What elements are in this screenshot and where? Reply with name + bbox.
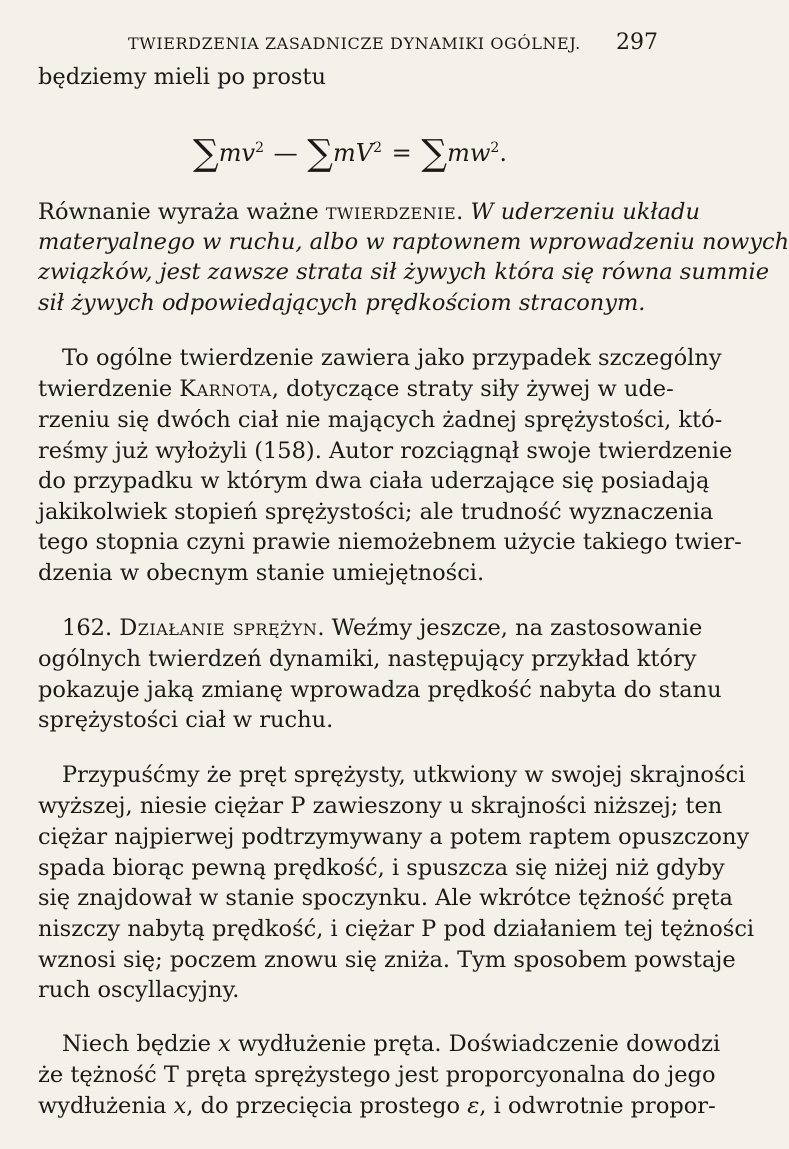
paragraph-line: rzeniu się dwóch ciał nie mających żadnej sprężystości, któ- bbox=[38, 407, 723, 433]
paragraph-line: wyższej, niesie ciężar P zawieszony u skrajności niższej; ten bbox=[38, 793, 723, 819]
paragraph-line: jakikolwiek stopień sprężystości; ale trudność wyznaczenia bbox=[38, 499, 714, 525]
sum-symbol: ∑ bbox=[307, 133, 333, 174]
eq-exponent-1: 2 bbox=[255, 140, 264, 156]
paragraph-line: reśmy już wyłożyli (158). Autor rozciągnął swoje twierdzenie bbox=[38, 438, 733, 464]
theorem-line: związków, jest zawsze strata sił żywych która się równa summie bbox=[38, 259, 770, 285]
paragraph-line: ogólnych twierdzeń dynamiki, następujący przykład który bbox=[38, 646, 697, 672]
paragraph-line: wydłużenia x, do przecięcia prostego ε, i odwrotnie propor- bbox=[38, 1093, 716, 1119]
paragraph-line: pokazuje jaką zmianę wprowadza prędkość nabyta do stanu bbox=[38, 677, 722, 703]
page-number: 297 bbox=[616, 30, 658, 55]
variable-epsilon: ε bbox=[467, 1093, 480, 1119]
theorem-line: materyalnego w ruchu, albo w raptownem wprowadzeniu nowych bbox=[38, 229, 789, 255]
section-number: 162. bbox=[62, 615, 113, 641]
variable-x: x bbox=[173, 1093, 187, 1119]
sum-symbol: ∑ bbox=[193, 133, 219, 174]
paragraph-line: do przypadku w którym dwa ciała uderzające się posiadają bbox=[38, 468, 710, 494]
author-name: Karnota bbox=[179, 376, 272, 402]
paragraph-line: dzenia w obecnym stanie umiejętności. bbox=[38, 560, 485, 586]
paragraph-line: że tężność T pręta sprężystego jest proporcyonalna do jego bbox=[38, 1062, 716, 1088]
intro-line: będziemy mieli po prostu bbox=[38, 64, 326, 90]
paragraph-line: sprężystości ciał w ruchu. bbox=[38, 707, 334, 733]
eq-term-3: mw bbox=[447, 139, 491, 167]
paragraph-line: tego stopnia czyni prawie niemożebnem użycie takiego twier- bbox=[38, 529, 742, 555]
running-title: TWIERDZENIA ZASADNICZE DYNAMIKI OGÓLNEJ. bbox=[128, 34, 581, 53]
equation-live-forces: $\sum mv^2$ — $\sum mV^2 = \sum mw^2$. bbox=[193, 133, 507, 174]
theorem-line: sił żywych odpowiedających prędkościom straconym. bbox=[38, 290, 646, 316]
paragraph-line: twierdzenie Karnota, dotyczące straty siły żywej w ude- bbox=[38, 376, 674, 402]
paragraph-line: spada biorąc pewną prędkość, i spuszcza się niżej niż gdyby bbox=[38, 855, 725, 881]
paragraph-line: ciężar najpierwej podtrzymywany a potem raptem opuszczony bbox=[38, 824, 750, 850]
variable-x: x bbox=[218, 1031, 231, 1057]
paragraph-line: wznosi się; poczem znowu się zniża. Tym sposobem powstaje bbox=[38, 947, 736, 973]
section-heading-line: 162. Działanie sprężyn. Weźmy jeszcze, na zastosowanie bbox=[62, 615, 703, 641]
paragraph-line: Przypuśćmy że pręt sprężysty, utkwiony w swojej skrajności bbox=[62, 762, 746, 788]
section-title: Działanie sprężyn bbox=[119, 615, 318, 641]
eq-term-2: mV bbox=[332, 139, 374, 167]
eq-exponent-2: 2 bbox=[373, 140, 382, 156]
eq-term-1: mv bbox=[218, 139, 256, 167]
eq-minus: — bbox=[273, 139, 298, 167]
paragraph-line: Niech będzie x wydłużenie pręta. Doświadczenie dowodzi bbox=[62, 1031, 721, 1057]
paragraph-line: niszczy nabytą prędkość, i ciężar P pod działaniem tej tężności bbox=[38, 916, 755, 942]
theorem-keyword: twierdzenie bbox=[325, 199, 457, 225]
running-header bbox=[128, 30, 658, 60]
paragraph-line: się znajdował w stanie spoczynku. Ale wkrótce tężność pręta bbox=[38, 885, 733, 911]
paragraph-line: To ogólne twierdzenie zawiera jako przypadek szczególny bbox=[62, 345, 722, 371]
theorem-line: Równanie wyraża ważne twierdzenie. W uderzeniu układu bbox=[38, 199, 700, 225]
eq-exponent-3: 2 bbox=[490, 140, 500, 156]
paragraph-line: ruch oscyllacyjny. bbox=[38, 977, 240, 1003]
eq-equals: = bbox=[391, 139, 412, 167]
sum-symbol: ∑ bbox=[421, 133, 448, 174]
